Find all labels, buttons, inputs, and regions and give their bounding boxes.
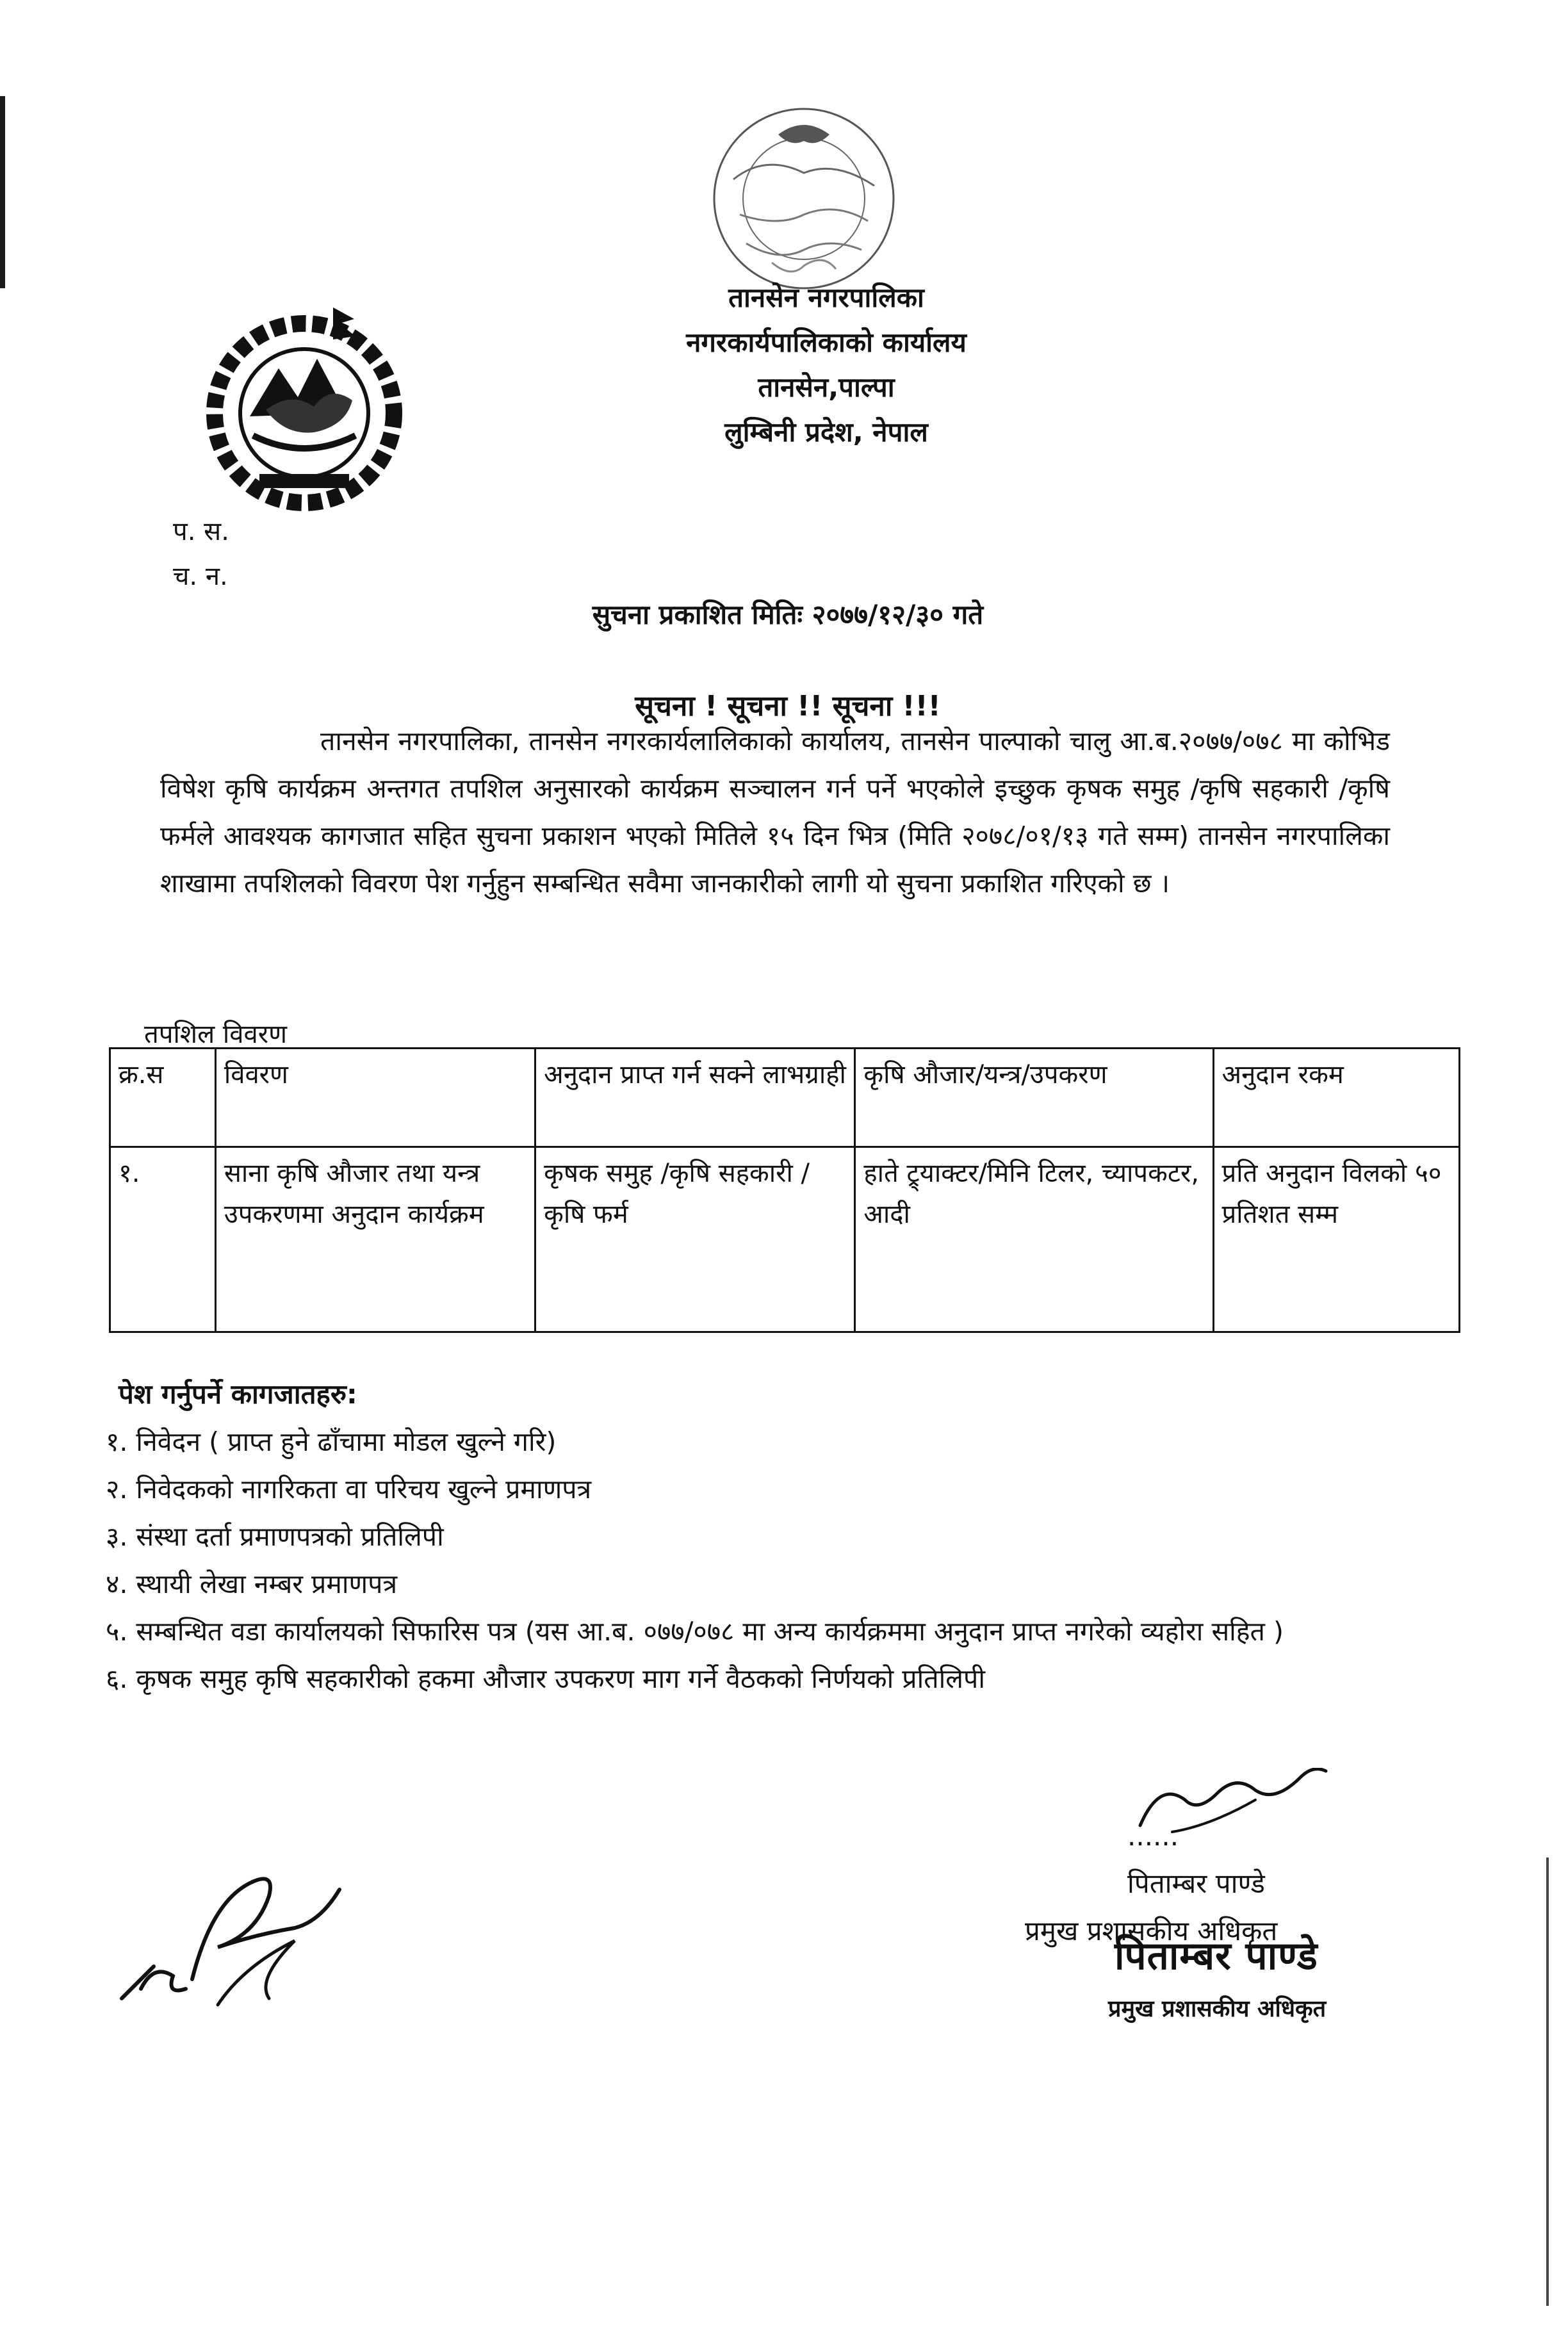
table-header-row [110, 1049, 1460, 1147]
header-equipment: कृषि औजार/यन्त्र/उपकरण [855, 1049, 1213, 1147]
document-item: १. निवेदन ( प्राप्त हुने ढाँचामा मोडल खुल्ने गरि) [106, 1426, 557, 1457]
cell-serial: १. [110, 1147, 216, 1332]
seal-officer-name: पिताम्बर पाण्डे [1115, 1934, 1318, 1979]
document-item: ३. संस्था दर्ता प्रमाणपत्रको प्रतिलिपी [106, 1521, 444, 1552]
nepal-emblem [195, 301, 413, 519]
municipality-name: तानसेन नगरपालिका [728, 282, 924, 313]
patra-sankhya-label: प. स. [173, 517, 229, 546]
signatory-title: प्रमुख प्रशासकीय अधिकृत [1025, 1915, 1278, 1947]
signatory-name: पिताम्बर पाण्डे [1127, 1868, 1265, 1899]
scan-edge-right [1546, 1858, 1549, 2306]
scan-edge-left [0, 96, 5, 288]
office-header [564, 275, 1089, 455]
header-beneficiary: अनुदान प्राप्त गर्न सक्ने लाभग्राही [535, 1049, 855, 1147]
cell-beneficiary: कृषक समुह /कृषि सहकारी /कृषि फर्म [535, 1147, 855, 1332]
documents-heading: पेश गर्नुपर्ने कागजातहरु: [118, 1378, 357, 1410]
cell-grant-amount: प्रति अनुदान विलको ५० प्रतिशत सम्म [1213, 1147, 1459, 1332]
office-location: तानसेन,पाल्पा [758, 372, 895, 403]
notice-title: सूचना ! सूचना !! सूचना !!! [635, 690, 941, 723]
document-item: ५. सम्बन्धित वडा कार्यालयको सिफारिस पत्र (यस आ.ब. ०७७/०७८ मा अन्य कार्यक्रममा अनुदान प्राप्त नगरेको व्यहोरा सहित ) [106, 1616, 1284, 1647]
header-description: विवरण [215, 1049, 535, 1147]
document-item: ६. कृषक समुह कृषि सहकारीको हकमा औजार उपकरण माग गर्ने वैठकको निर्णयको प्रतिलिपी [106, 1663, 985, 1694]
document-item: २. निवेदकको नागरिकता वा परिचय खुल्ने प्रमाणपत्र [106, 1474, 592, 1505]
document-item: ४. स्थायी लेखा नम्बर प्रमाणपत्र [106, 1569, 398, 1599]
header-serial: क्र.स [110, 1049, 216, 1147]
reference-numbers [173, 509, 229, 599]
seal-officer-title: प्रमुख प्रशासकीय अधिकृत [1108, 1996, 1327, 2022]
notice-body: तानसेन नगरपालिका, तानसेन नगरकार्यलालिकाको कार्यालय, तानसेन पाल्पाको चालु आ.ब.२०७७/०७८ मा कोभिड विषेश कृषि कार्यक्रम अन्तगत तपशिल अनुसारको कार्यक्रम सञ्चालन गर्न पर्ने भएकोले इच्छुक कृषक समुह /कृषि सहकारी /कृषि फर्मले आवश्यक कागजात सहित सुचना प्रकाशन भएको मितिले १५ दिन भित्र (मिति २०७८/०१/१३ गते सम्म) तानसेन नगरपालिका शाखामा तपशिलको विवरण पेश गर्नुहुन सम्बन्धित सवैमा जानकारीको लागी यो सुचना प्रकाशित गरिएको छ । [160, 726, 1390, 899]
province-name: लुम्बिनी प्रदेश, नेपाल [724, 416, 928, 448]
required-documents [106, 1371, 1387, 1703]
details-table [109, 1047, 1460, 1333]
header-grant-amount: अनुदान रकम [1213, 1049, 1459, 1147]
notice-publish-date: सुचना प्रकाशित मितिः २०७७/१२/३० गते [592, 599, 984, 630]
chalani-number-label: च. न. [173, 562, 228, 591]
cell-equipment: हाते ट्र्याक्टर/मिनि टिलर, च्यापकटर, आदी [855, 1147, 1213, 1332]
cell-description: साना कृषि औजार तथा यन्त्र उपकरणमा अनुदान कार्यक्रम [215, 1147, 535, 1332]
handwritten-signature-left [115, 1851, 359, 2018]
table-row [110, 1147, 1460, 1332]
signature-dots: ...... [1127, 1820, 1179, 1852]
office-name: नगरकार्यपालिकाको कार्यालय [686, 327, 967, 358]
details-table-caption: तपशिल विवरण [144, 1020, 288, 1049]
